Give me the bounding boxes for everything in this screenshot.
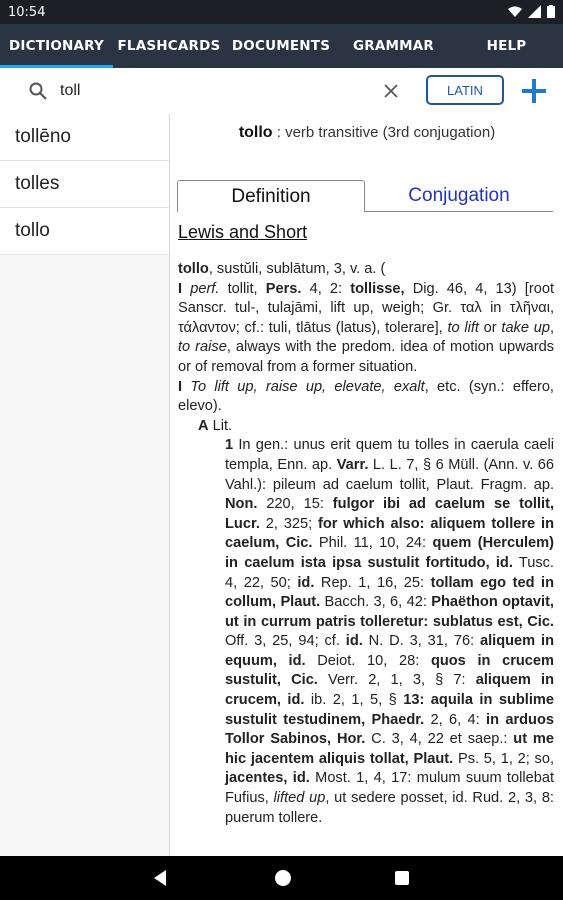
status-icons: [508, 5, 555, 18]
tab-grammar[interactable]: GRAMMAR: [352, 38, 435, 54]
add-icon[interactable]: [520, 77, 548, 105]
close-icon[interactable]: [380, 80, 402, 102]
headword: tollo: [238, 124, 273, 141]
back-icon[interactable]: [152, 869, 168, 887]
tab-dictionary[interactable]: DICTIONARY: [0, 24, 113, 68]
tab-documents[interactable]: DOCUMENTS: [231, 38, 331, 54]
navigation-bar: [0, 856, 563, 900]
status-bar: [0, 0, 563, 24]
tab-definition[interactable]: Definition: [177, 180, 365, 212]
home-icon[interactable]: [274, 869, 292, 887]
tab-conjugation[interactable]: Conjugation: [365, 180, 553, 212]
wifi-icon: [508, 6, 522, 18]
list-item[interactable]: tollēno: [0, 114, 169, 161]
source-title: Lewis and Short: [178, 222, 308, 242]
tab-flashcards[interactable]: FLASHCARDS: [117, 38, 221, 54]
detail-tabs: [177, 180, 553, 212]
entry-sense-1: 1 In gen.: unus erit quem tu tolles in caerula caeli templa, Enn. ap. Varr. L. L. 7, § 6 Müll. (Ann. v. 66 Vahl.): pileum ad caelum tollit, Plaut. Fragm. ap. Non. 220, 15: fulgor ibi ad caelum se tollit, Lucr. 2, 325; for which also: aliquem tollere in caelum, Cic. Phil. 11, 10, 24: quem (Herculem) in caelum ista ipsa sustulit fortitudo, id. Tusc. 4, 22, 50; id. Rep. 1, 16, 25: tollam ego ted in collum, Plaut. Bacch. 3, 6, 42: Phaëthon optavit, ut in currum patris tolleretur: sublatus est, Cic. Off. 3, 25, 94; cf. id. N. D. 3, 31, 76: aliquem in equum, id. Deiot. 10, 28: quos in crucem sustulit, Cic. Verr. 2, 1, 3, § 7: aliquem in crucem, id. ib. 2, 1, 5, § 13: aquila in sublime sustulit testudinem, Phaedr. 2, 6, 4: in arduos Tollor Sabinos, Hor. C. 3, 4, 22 et saep.: ut me hic jacentem aliquis tollat, Plaut. Ps. 5, 1, 2; so, jacentes, id. Most. 1, 4, 17: mulum suum tollebat Fufius, lifted up, ut sedere posset, id. Rud. 2, 3, 8: puerum tollere.: [225, 437, 555, 826]
battery-icon: [547, 5, 555, 18]
list-item[interactable]: tolles: [0, 161, 169, 208]
search-input[interactable]: [60, 80, 360, 102]
entry-text: [178, 260, 554, 828]
tab-help[interactable]: HELP: [486, 38, 527, 54]
entry-lit: A Lit.: [198, 417, 233, 434]
recents-icon[interactable]: [394, 870, 410, 886]
list-empty-area: [0, 255, 169, 856]
signal-icon: [528, 5, 541, 18]
results-list: [0, 114, 170, 856]
status-time: 10:54: [8, 5, 46, 20]
entry-headline: [171, 124, 563, 142]
list-item[interactable]: tollo: [0, 208, 169, 255]
part-of-speech: : verb transitive (3rd conjugation): [272, 124, 496, 141]
main-tabs: [0, 24, 563, 68]
entry-intro: tollo, sustŭli, sublātum, 3, v. a. ( I perf. tollit, Pers. 4, 2: tollisse, Dig. 46, 4, 13) [root Sanscr. tul-, tulajāmi, lift up, weigh; Gr. ταλ in τλῆναι, τάλαντον; cf.: tuli, tlātus (latus), tolerare], to lift or take up, to raise, always with the predom. idea of motion upwards or of removal from a former situation. I To lift up, raise up, elevate, exalt, etc. (syn.: effero, elevo).: [178, 261, 554, 415]
definition-panel: [171, 114, 563, 856]
search-icon: [28, 81, 48, 101]
language-button[interactable]: LATIN: [426, 75, 504, 105]
